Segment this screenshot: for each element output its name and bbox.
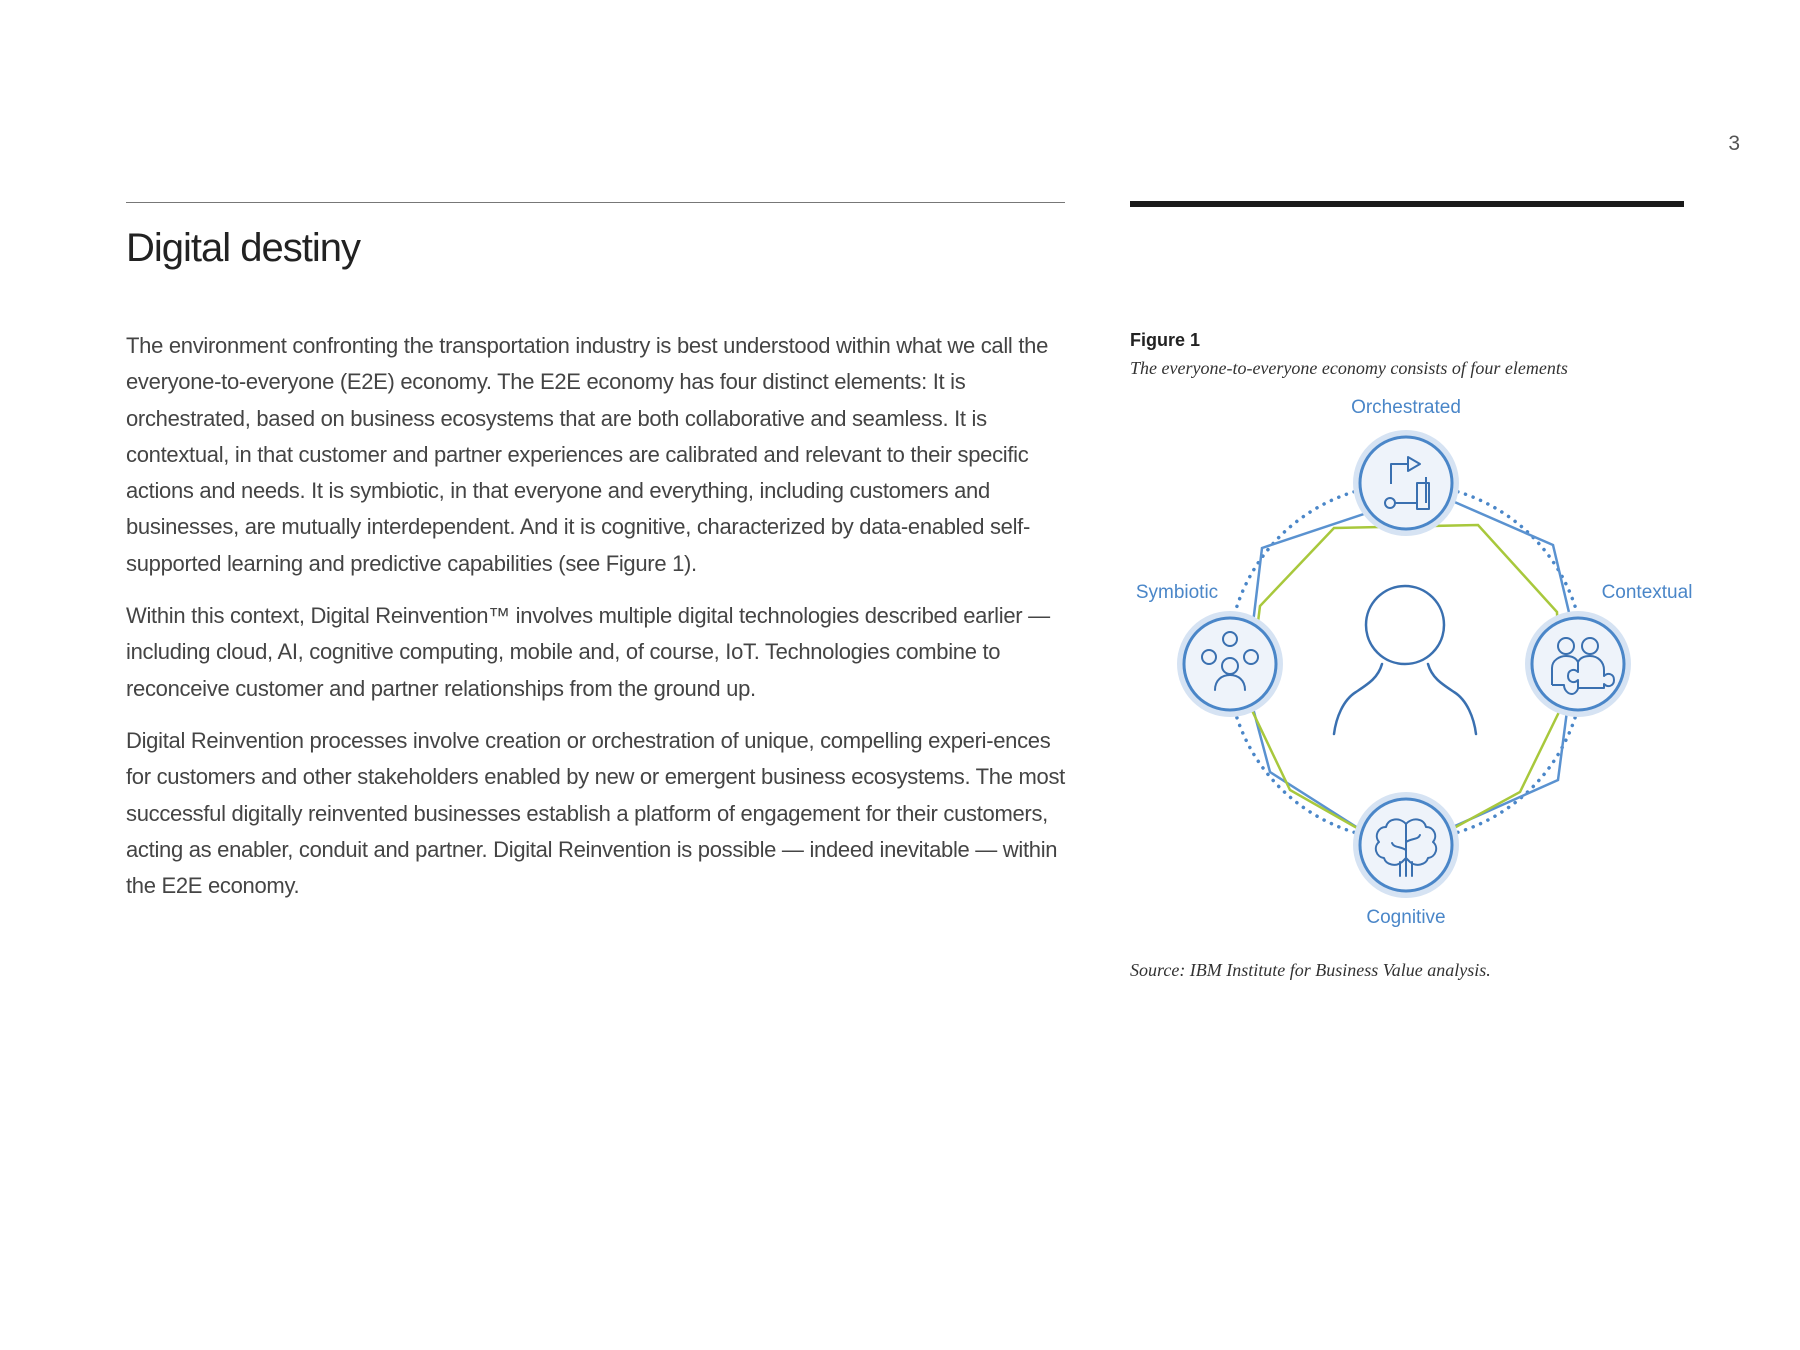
node-cognitive bbox=[1353, 792, 1459, 898]
label-cognitive: Cognitive bbox=[1366, 907, 1446, 928]
figure-divider bbox=[1130, 201, 1684, 207]
label-contextual: Contextual bbox=[1601, 582, 1693, 603]
node-contextual bbox=[1525, 611, 1631, 717]
figure-caption: The everyone-to-everyone economy consists of four elements bbox=[1130, 358, 1568, 378]
figure-label: Figure 1 bbox=[1130, 330, 1201, 350]
paragraph: Within this context, Digital Reinvention™ involves multiple digital technologies described earlier — including cloud, AI, cognitive computing, mobile and, of course, IoT. Technologies combine to reconceive customer and partner relationships from the ground up. bbox=[126, 603, 1050, 701]
section-divider bbox=[126, 202, 1065, 203]
paragraph: Digital Reinvention processes involve creation or orchestration of unique, compelling experi-ences for customers and other stakeholders enabled by new or emergent business ecosystems. The most successful digitally reinvented businesses establish a platform of engagement for their customers, acting as enabler, conduit and partner. Digital Reinvention is possible — indeed inevitable — within the E2E economy. bbox=[126, 727, 1065, 899]
label-orchestrated: Orchestrated bbox=[1351, 397, 1461, 418]
figure-source: Source: IBM Institute for Business Value analysis. bbox=[1130, 960, 1491, 980]
person-icon bbox=[1334, 586, 1476, 734]
node-orchestrated bbox=[1353, 430, 1459, 536]
e2e-diagram bbox=[1120, 380, 1700, 950]
page-title: Digital destiny bbox=[126, 226, 361, 270]
paragraph: The environment confronting the transportation industry is best understood within what we call the everyone-to-everyone (E2E) economy. The E2E economy has four distinct elements: It is orchestrated, based on business ecosystems that are both collaborative and seamless. It is contextual, in that customer and partner experiences are calibrated and relevant to their specific actions and needs. It is symbiotic, in that everyone and everything, including customers and businesses, are mutually interdependent. And it is cognitive, characterized by data-enabled self-supported learning and predictive capabilities (see Figure 1). bbox=[126, 333, 1049, 576]
page-number: 3 bbox=[1728, 132, 1740, 155]
node-symbiotic bbox=[1177, 611, 1283, 717]
label-symbiotic: Symbiotic bbox=[1135, 582, 1219, 603]
body-text bbox=[126, 328, 1066, 920]
